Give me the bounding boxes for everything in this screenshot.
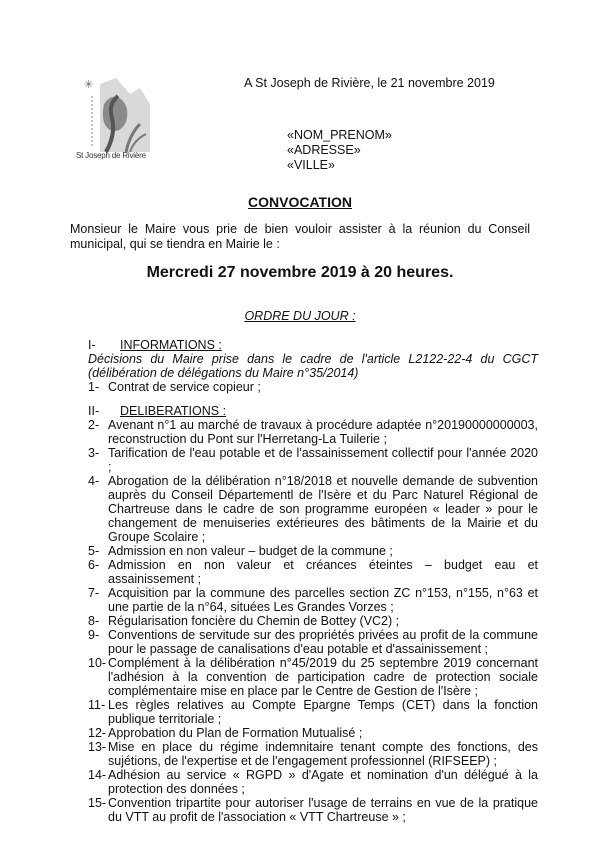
section-title: INFORMATIONS :: [120, 338, 222, 352]
item-text: Avenant n°1 au marché de travaux à procédure adaptée n°20190000000003, reconstruction du Pont sur l'Herretang-La Tuilerie ;: [108, 418, 538, 446]
item-text: Les règles relatives au Compte Epargne Temps (CET) dans la fonction publique territoriale ;: [108, 698, 538, 726]
item-number: 7-: [88, 586, 100, 600]
item-text: Adhésion au service « RGPD » d'Agate et nomination d'un délégué à la protection des données ;: [108, 768, 538, 796]
recipient-block: [287, 128, 392, 173]
list-item: [88, 446, 538, 474]
recipient-name: «NOM_PRENOM»: [287, 128, 392, 142]
logo-caption: St Joseph de Rivière: [76, 151, 146, 160]
item-number: 6-: [88, 558, 100, 572]
list-item: [88, 474, 538, 544]
item-text: Conventions de servitude sur des propriétés privées au profit de la commune pour le passage de canalisations d'eau potable et d'assainissement ;: [108, 628, 538, 656]
meeting-date: Mercredi 27 novembre 2019 à 20 heures.: [146, 264, 454, 281]
item-number: 11-: [88, 698, 106, 712]
item-text: Complément à la délibération n°45/2019 du 25 septembre 2019 concernant l'adhésion à la convention de participation cadre de protection sociale complémentaire mise en place par le Centre de Gestion de l'Isère ;: [108, 656, 538, 698]
item-number: 13-: [88, 740, 107, 754]
item-number: 14-: [88, 768, 107, 782]
item-text: Acquisition par la commune des parcelles section ZC n°153, n°155, n°63 et une partie de la n°64, situées Les Grandes Vorzes ;: [108, 586, 538, 614]
list-item: [88, 418, 538, 446]
list-item: [88, 628, 538, 656]
list-item: [88, 698, 538, 726]
item-number: 2-: [88, 418, 100, 432]
item-text: Approbation du Plan de Formation Mutualisé ;: [108, 726, 363, 740]
section-note: Décisions du Maire prise dans le cadre de l'article L2122-22-4 du CGCT (délibération de délégations du Maire n°35/2014): [88, 352, 538, 380]
svg-text:✳: ✳: [84, 78, 94, 91]
item-number: 5-: [88, 544, 100, 558]
item-number: 4-: [88, 474, 100, 488]
list-item: [88, 614, 538, 628]
list-item: [88, 768, 538, 796]
recipient-city: «VILLE»: [287, 158, 335, 172]
recipient-address: «ADRESSE»: [287, 143, 361, 157]
item-number: 3-: [88, 446, 100, 460]
item-text: Tarification de l'eau potable et de l'assainissement collectif pour l'année 2020 ;: [108, 446, 538, 474]
list-item: [88, 558, 538, 586]
item-number: 12-: [88, 726, 107, 740]
section-informations: [88, 338, 538, 394]
list-item: [88, 740, 538, 768]
section-deliberations: [88, 404, 538, 824]
item-text: Admission en non valeur et créances éteintes – budget eau et assainissement ;: [108, 558, 538, 586]
section-number: I-: [88, 338, 96, 352]
item-number: 10-: [88, 656, 107, 670]
section-number: II-: [88, 404, 100, 418]
item-text: Régularisation foncière du Chemin de Bottey (VC2) ;: [108, 614, 400, 628]
item-number: 1-: [88, 380, 100, 394]
item-text: Mise en place du régime indemnitaire tenant compte des fonctions, des sujétions, de l'expertise et de l'engagement professionnel (RIFSEEP) ;: [108, 740, 538, 768]
intro-paragraph: Monsieur le Maire vous prie de bien vouloir assister à la réunion du Conseil municipal, qui se tiendra en Mairie le :: [70, 222, 530, 251]
item-number: 15-: [88, 796, 107, 810]
document-title: CONVOCATION: [248, 194, 352, 210]
item-text: Contrat de service copieur ;: [108, 380, 261, 394]
list-item: [88, 726, 538, 740]
section-title: DELIBERATIONS :: [120, 404, 227, 418]
item-text: Admission en non valeur – budget de la commune ;: [108, 544, 393, 558]
item-number: 8-: [88, 614, 100, 628]
list-item: [88, 380, 538, 394]
list-item: [88, 544, 538, 558]
item-text: Abrogation de la délibération n°18/2018 et nouvelle demande de subvention auprès du Conseil Départementl de l'Isère et du Parc Naturel Régional de Chartreuse dans le cadre de son programme européen « leader » pour le changement de menuiseries extérieures des bâtiments de la Mairie et du Groupe Scolaire ;: [108, 474, 538, 544]
place-date: A St Joseph de Rivière, le 21 novembre 2019: [244, 76, 495, 90]
list-item: [88, 656, 538, 698]
list-item: [88, 796, 538, 824]
list-item: [88, 586, 538, 614]
item-number: 9-: [88, 628, 100, 642]
agenda-title: ORDRE DU JOUR :: [244, 309, 356, 323]
item-text: Convention tripartite pour autoriser l'usage de terrains en vue de la pratique du VTT au profit de l'association « VTT Chartreuse » ;: [108, 796, 538, 824]
